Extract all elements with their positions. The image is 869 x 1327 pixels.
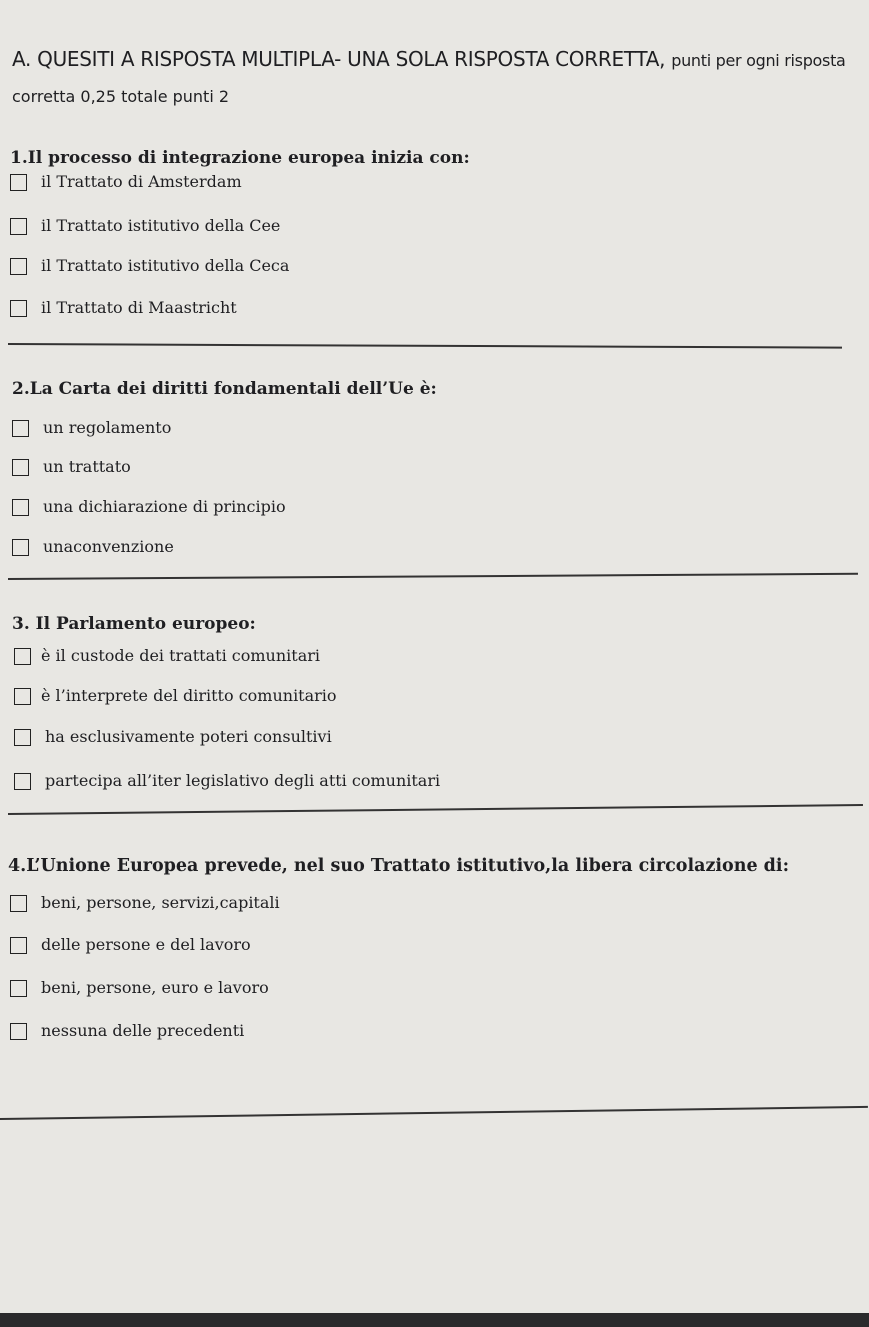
- checkbox[interactable]: [12, 539, 29, 556]
- question-2-title: 2.La Carta dei diritti fondamentali dell’Ue è:: [12, 379, 437, 399]
- section-header: [12, 46, 846, 74]
- question-1-option-3[interactable]: [10, 256, 289, 276]
- separator-line: [8, 573, 858, 580]
- option-label: il Trattato di Maastricht: [41, 298, 237, 317]
- question-3-title: 3. Il Parlamento europeo:: [12, 614, 256, 634]
- option-label: nessuna delle precedenti: [41, 1021, 245, 1040]
- question-2-option-3[interactable]: [12, 497, 286, 517]
- option-label: beni, persone, euro e lavoro: [41, 978, 269, 997]
- question-4-option-3[interactable]: [10, 978, 269, 998]
- option-label: è l’interprete del diritto comunitario: [41, 686, 337, 705]
- option-label: un trattato: [43, 457, 131, 476]
- checkbox[interactable]: [10, 174, 27, 191]
- question-1-option-1[interactable]: [10, 172, 242, 192]
- question-2-option-4[interactable]: [12, 537, 174, 557]
- separator-line: [8, 804, 863, 815]
- checkbox[interactable]: [12, 459, 29, 476]
- separator-line: [8, 343, 842, 349]
- option-label: il Trattato di Amsterdam: [41, 172, 242, 191]
- checkbox[interactable]: [10, 258, 27, 275]
- checkbox[interactable]: [14, 729, 31, 746]
- option-label: un regolamento: [43, 418, 172, 437]
- checkbox[interactable]: [10, 300, 27, 317]
- option-label: partecipa all’iter legislativo degli atti comunitari: [45, 771, 441, 790]
- option-label: beni, persone, servizi,capitali: [41, 893, 280, 912]
- question-3-option-2[interactable]: [14, 686, 337, 706]
- option-label: delle persone e del lavoro: [41, 935, 251, 954]
- checkbox[interactable]: [10, 218, 27, 235]
- option-label: ha esclusivamente poteri consultivi: [45, 727, 332, 746]
- checkbox[interactable]: [10, 1023, 27, 1040]
- section-header-points: punti per ogni risposta: [671, 51, 846, 70]
- question-1-option-2[interactable]: [10, 216, 280, 236]
- separator-line: [0, 1106, 868, 1120]
- option-label: unaconvenzione: [43, 537, 174, 556]
- question-2-option-1[interactable]: [12, 418, 171, 438]
- option-label: è il custode dei trattati comunitari: [41, 646, 320, 665]
- checkbox[interactable]: [10, 980, 27, 997]
- checkbox[interactable]: [10, 937, 27, 954]
- checkbox[interactable]: [12, 420, 29, 437]
- option-label: il Trattato istitutivo della Cee: [41, 216, 281, 235]
- question-2-option-2[interactable]: [12, 457, 131, 477]
- question-4-option-1[interactable]: [10, 893, 280, 913]
- section-header-main: A. QUESITI A RISPOSTA MULTIPLA- UNA SOLA RISPOSTA CORRETTA,: [12, 47, 672, 71]
- page-bottom-edge: [0, 1313, 869, 1327]
- section-header-scoring: corretta 0,25 totale punti 2: [12, 87, 230, 106]
- question-1-option-4[interactable]: [10, 298, 237, 318]
- checkbox[interactable]: [14, 688, 31, 705]
- question-3-option-4[interactable]: [14, 771, 440, 791]
- checkbox[interactable]: [14, 773, 31, 790]
- option-label: il Trattato istitutivo della Ceca: [41, 256, 290, 275]
- question-4-option-2[interactable]: [10, 935, 251, 955]
- checkbox[interactable]: [10, 895, 27, 912]
- question-4-title: 4.L’Unione Europea prevede, nel suo Trattato istitutivo,la libera circolazione di:: [8, 856, 790, 876]
- question-1-title: 1.Il processo di integrazione europea inizia con:: [10, 148, 470, 168]
- checkbox[interactable]: [12, 499, 29, 516]
- question-3-option-3[interactable]: [14, 727, 332, 747]
- question-4-option-4[interactable]: [10, 1021, 244, 1041]
- checkbox[interactable]: [14, 648, 31, 665]
- question-3-option-1[interactable]: [14, 646, 320, 666]
- option-label: una dichiarazione di principio: [43, 497, 286, 516]
